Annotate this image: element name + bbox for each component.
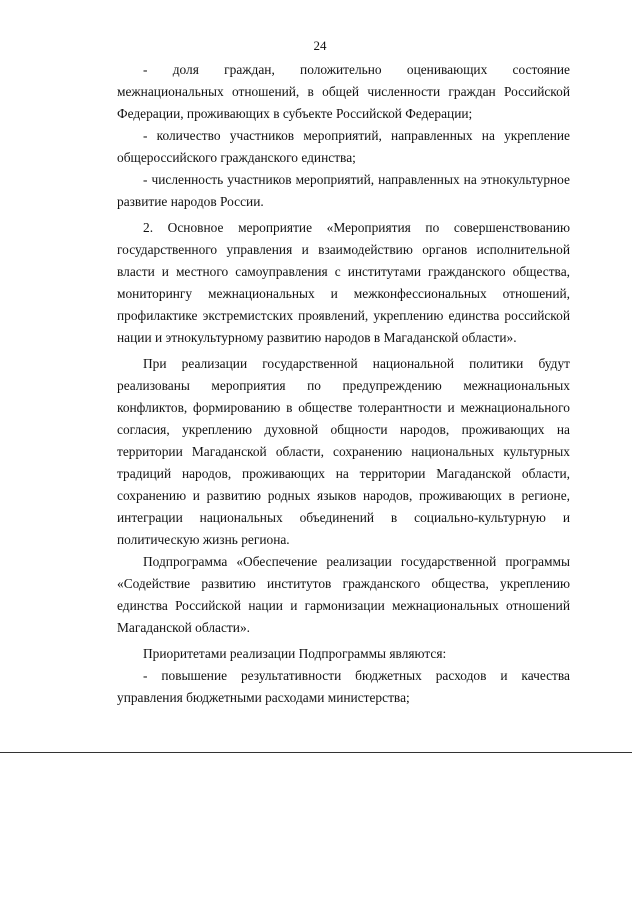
paragraph-indicator-share: - доля граждан, положительно оценивающих состояние межнациональных отношений, в общей численности граждан Российской Федерации, проживающих в субъекте Российской Федерации;	[117, 62, 570, 121]
paragraph-indicator-number: - численность участников мероприятий, направленных на этнокультурное развитие народов России.	[117, 172, 570, 209]
document-body	[117, 59, 570, 709]
paragraph-national-policy: При реализации государственной национальной политики будут реализованы мероприятия по предупреждению межнациональных конфликтов, формированию в обществе толерантности и межнационального согласия, укреплению духовной общности народов, проживающих на территории Магаданской области, сохранению национальных культурных традиций народов, проживающих на территории Магаданской области, сохранению и развитию родных языков народов, проживающих в регионе, интеграции национальных объединений в социально-культурную и политическую жизнь региона.	[117, 356, 570, 547]
paragraph-indicator-participants: - количество участников мероприятий, направленных на укрепление общероссийского гражданского единства;	[117, 128, 570, 165]
paragraph-priorities-heading: Приоритетами реализации Подпрограммы являются:	[143, 646, 447, 661]
page-number: 24	[313, 38, 327, 53]
page-bottom-rule	[0, 752, 632, 753]
paragraph-priority-item: - повышение результативности бюджетных расходов и качества управления бюджетными расходами министерства;	[117, 668, 570, 705]
paragraph-subprogram: Подпрограмма «Обеспечение реализации государственной программы «Содействие развитию институтов гражданского общества, укреплению единства Российской нации и гармонизации межнациональных отношений Магаданской области».	[117, 554, 570, 635]
paragraph-main-activity: 2. Основное мероприятие «Мероприятия по совершенствованию государственного управления и взаимодействию органов исполнительной власти и местного самоуправления с институтами гражданского общества, мониторингу межнациональных и межконфессиональных отношений, профилактике экстремистских проявлений, укреплению единства российской нации и этнокультурному развитию народов в Магаданской области».	[117, 220, 570, 345]
